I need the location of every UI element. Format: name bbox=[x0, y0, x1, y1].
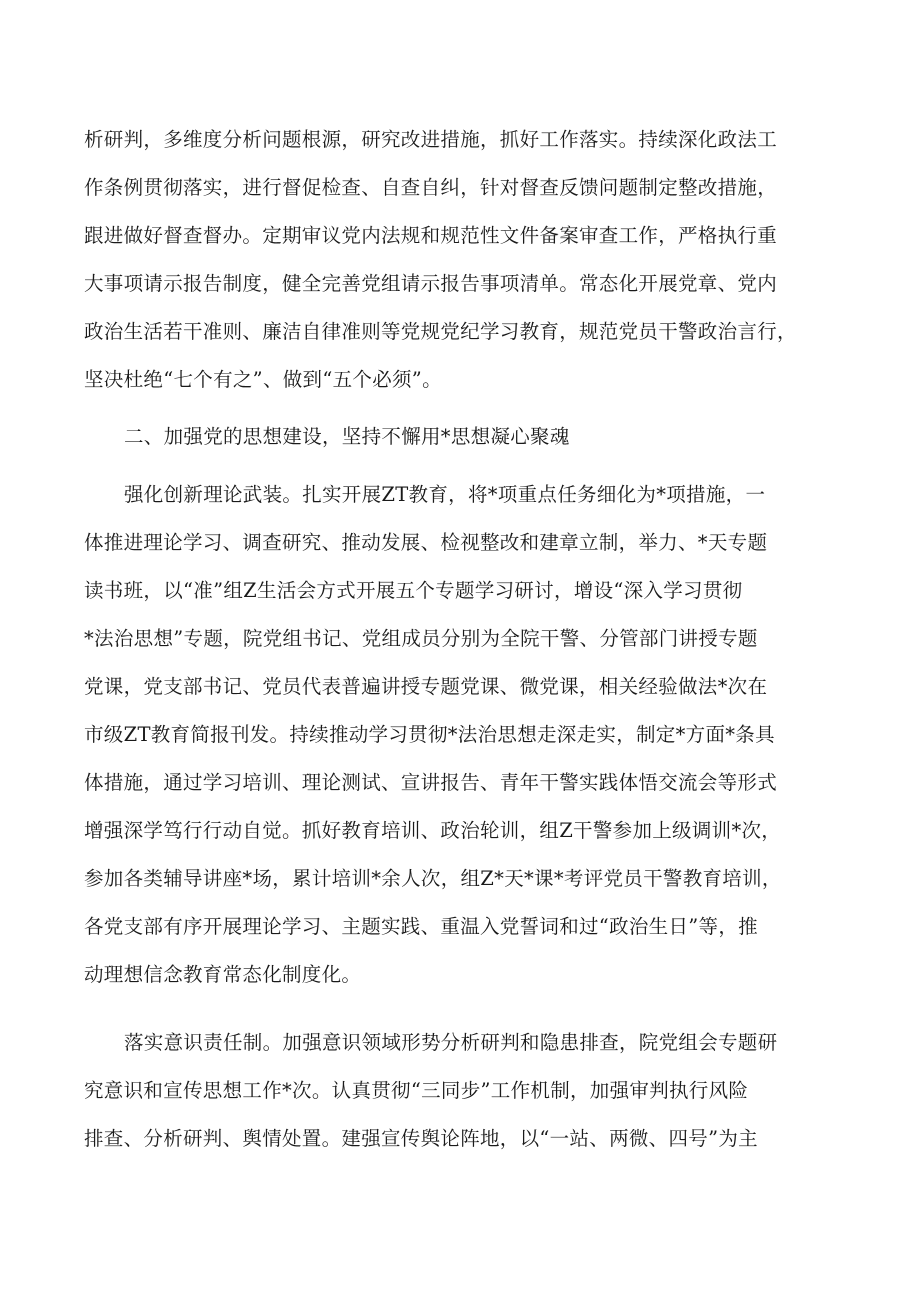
text-line: 体措施，通过学习培训、理论测试、宣讲报告、青年干警实践体悟交流会等形式 bbox=[84, 771, 778, 794]
text-line: 体推进理论学习、调查研究、推动发展、检视整改和建章立制，举力、*天专题 bbox=[84, 531, 768, 554]
text-line: 析研判，多维度分析问题根源，研究改进措施，抓好工作落实。持续深化政法工 bbox=[84, 128, 778, 151]
text-line: 大事项请示报告制度，健全完善党组请示报告事项清单。常态化开展党章、党内 bbox=[84, 272, 778, 295]
text-line: 动理想信念教育常态化制度化。 bbox=[84, 963, 362, 986]
text-line: 增强深学笃行行动自觉。抓好教育培训、政治轮训，组Z干警参加上级调训*次， bbox=[84, 819, 782, 842]
section-heading: 二、加强党的思想建设，坚持不懈用*思想凝心聚魂 bbox=[124, 425, 570, 448]
text-line: 坚决杜绝“七个有之”、做到“五个必须”。 bbox=[84, 368, 442, 391]
text-line: 参加各类辅导讲座*场，累计培训*余人次，组Z*天*课*考评党员干警教育培训， bbox=[84, 867, 782, 890]
text-line: 究意识和宣传思想工作*次。认真贯彻“三同步”工作机制，加强审判执行风险 bbox=[84, 1079, 749, 1102]
text-line: 市级ZT教育简报刊发。持续推动学习贯彻*法治思想走深走实，制定*方面*条具 bbox=[84, 723, 775, 746]
paragraph-start: 强化创新理论武装。扎实开展ZT教育，将*项重点任务细化为*项措施，一 bbox=[124, 483, 766, 506]
paragraph-start: 落实意识责任制。加强意识领域形势分析研判和隐患排查，院党组会专题研 bbox=[124, 1031, 778, 1054]
text-line: *法治思想”专题，院党组书记、党组成员分别为全院干警、分管部门讲授专题 bbox=[84, 627, 758, 650]
text-line: 政治生活若干准则、廉洁自律准则等党规党纪学习教育，规范党员干警政治言行， bbox=[84, 320, 797, 343]
text-line: 跟进做好督查督办。定期审议党内法规和规范性文件备案审查工作，严格执行重 bbox=[84, 224, 778, 247]
text-line: 党课，党支部书记、党员代表普遍讲授专题党课、微党课，相关经验做法*次在 bbox=[84, 675, 768, 698]
text-line: 排查、分析研判、舆情处置。建强宣传舆论阵地，以“一站、两微、四号”为主 bbox=[84, 1127, 758, 1150]
text-line: 读书班，以“准”组Z生活会方式开展五个专题学习研讨，增设“深入学习贯彻 bbox=[84, 579, 743, 602]
text-line: 作条例贯彻落实，进行督促检查、自查自纠，针对督查反馈问题制定整改措施， bbox=[84, 176, 778, 199]
text-line: 各党支部有序开展理论学习、主题实践、重温入党誓词和过“政治生日”等，推 bbox=[84, 915, 758, 938]
